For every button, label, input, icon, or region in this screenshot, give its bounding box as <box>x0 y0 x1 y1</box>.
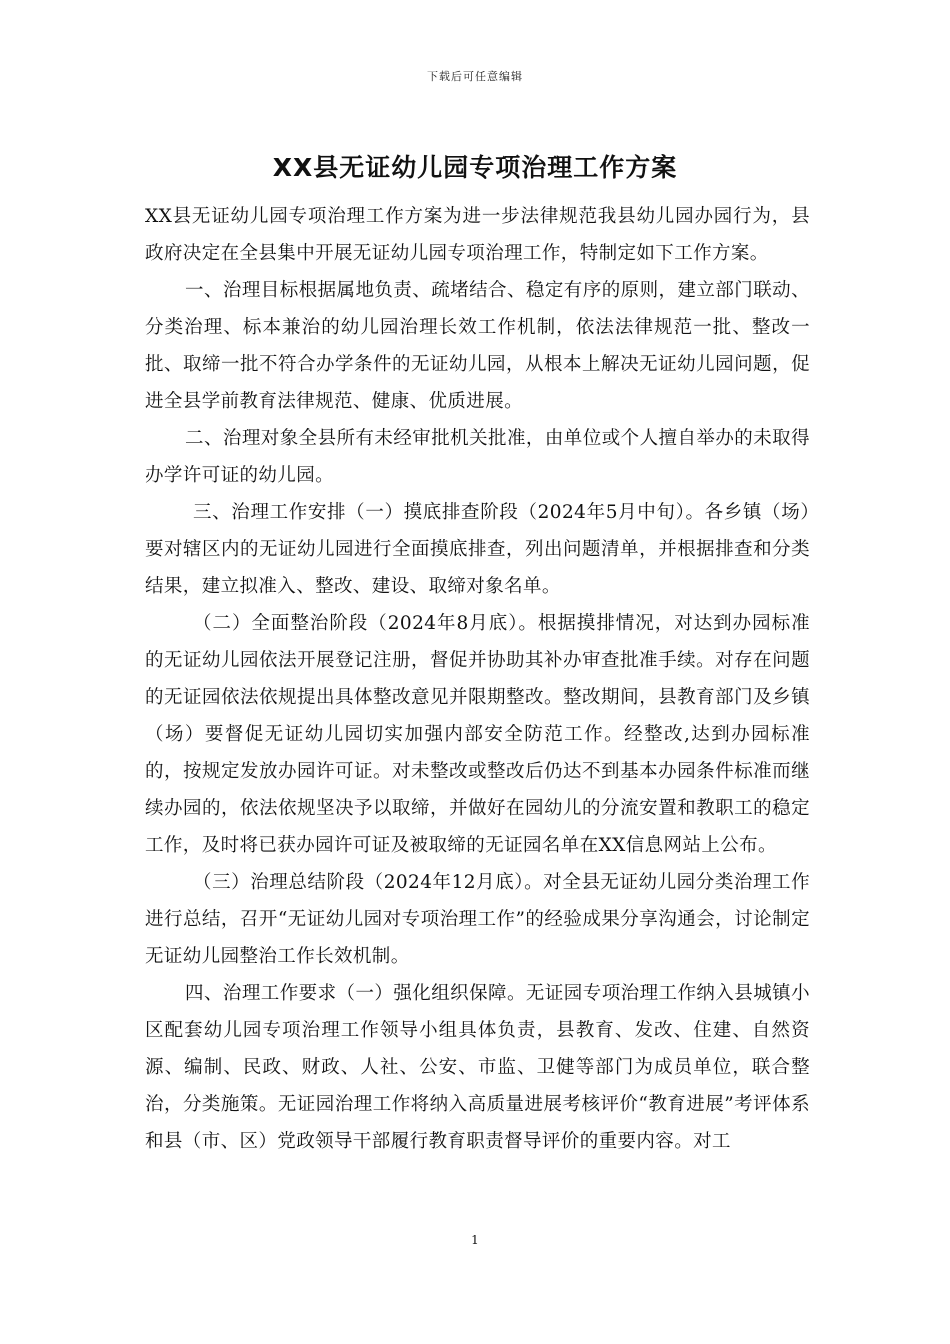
section-3-arrangement-paragraph: 三、治理工作安排（一）摸底排查阶段（2024年5月中旬）。各乡镇（场）要对辖区内的无证幼儿园进行全面摸底排查，列出问题清单，并根据排查和分类结果，建立拟准入、整改、建设、取缔对象名单。 <box>145 502 810 597</box>
section-1-goals-paragraph: 一、治理目标根据属地负责、疏堵结合、稳定有序的原则，建立部门联动、分类治理、标本兼治的幼儿园治理长效工作机制，依法法律规范一批、整改一批、取缔一批不符合办学条件的无证幼儿园，从根本上解决无证幼儿园问题，促进全县学前教育法律规范、健康、优质进展。 <box>145 280 810 412</box>
section-4-requirements-paragraph: 四、治理工作要求（一）强化组织保障。无证园专项治理工作纳入县城镇小区配套幼儿园专项治理工作领导小组具体负责，县教育、发改、住建、自然资源、编制、民政、财政、人社、公安、市监、卫健等部门为成员单位，联合整治，分类施策。无证园治理工作将纳入高质量进展考核评价“教育进展”考评体系和县（市、区）党政领导干部履行教育职责督导评价的重要内容。对工 <box>145 983 810 1152</box>
page-number: 1 <box>471 1233 479 1247</box>
intro-paragraph: XX县无证幼儿园专项治理工作方案为进一步法律规范我县幼儿园办园行为，县政府决定在全县集中开展无证幼儿园专项治理工作，特制定如下工作方案。 <box>145 206 810 264</box>
section-2-targets-paragraph: 二、治理对象全县所有未经审批机关批准，由单位或个人擅自举办的未取得办学许可证的幼儿园。 <box>145 428 810 486</box>
document-body <box>145 198 810 1160</box>
section-3-phase-2-paragraph: （二）全面整治阶段（2024年8月底）。根据摸排情况，对达到办园标准的无证幼儿园依法开展登记注册，督促并协助其补办审查批准手续。对存在问题的无证园依法依规提出具体整改意见并限期整改。整改期间，县教育部门及乡镇（场）要督促无证幼儿园切实加强内部安全防范工作。经整改,达到办园标准的，按规定发放办园许可证。对未整改或整改后仍达不到基本办园条件标准而继续办园的，依法依规坚决予以取缔，并做好在园幼儿的分流安置和教职工的稳定工作，及时将已获办园许可证及被取缔的无证园名单在XX信息网站上公布。 <box>145 613 810 856</box>
page-header-note: 下载后可任意编辑 <box>427 70 523 83</box>
document-title: XX县无证幼儿园专项治理工作方案 <box>272 153 678 182</box>
section-3-phase-3-paragraph: （三）治理总结阶段（2024年12月底）。对全县无证幼儿园分类治理工作进行总结，召开“无证幼儿园对专项治理工作”的经验成果分享沟通会，讨论制定无证幼儿园整治工作长效机制。 <box>145 872 810 967</box>
